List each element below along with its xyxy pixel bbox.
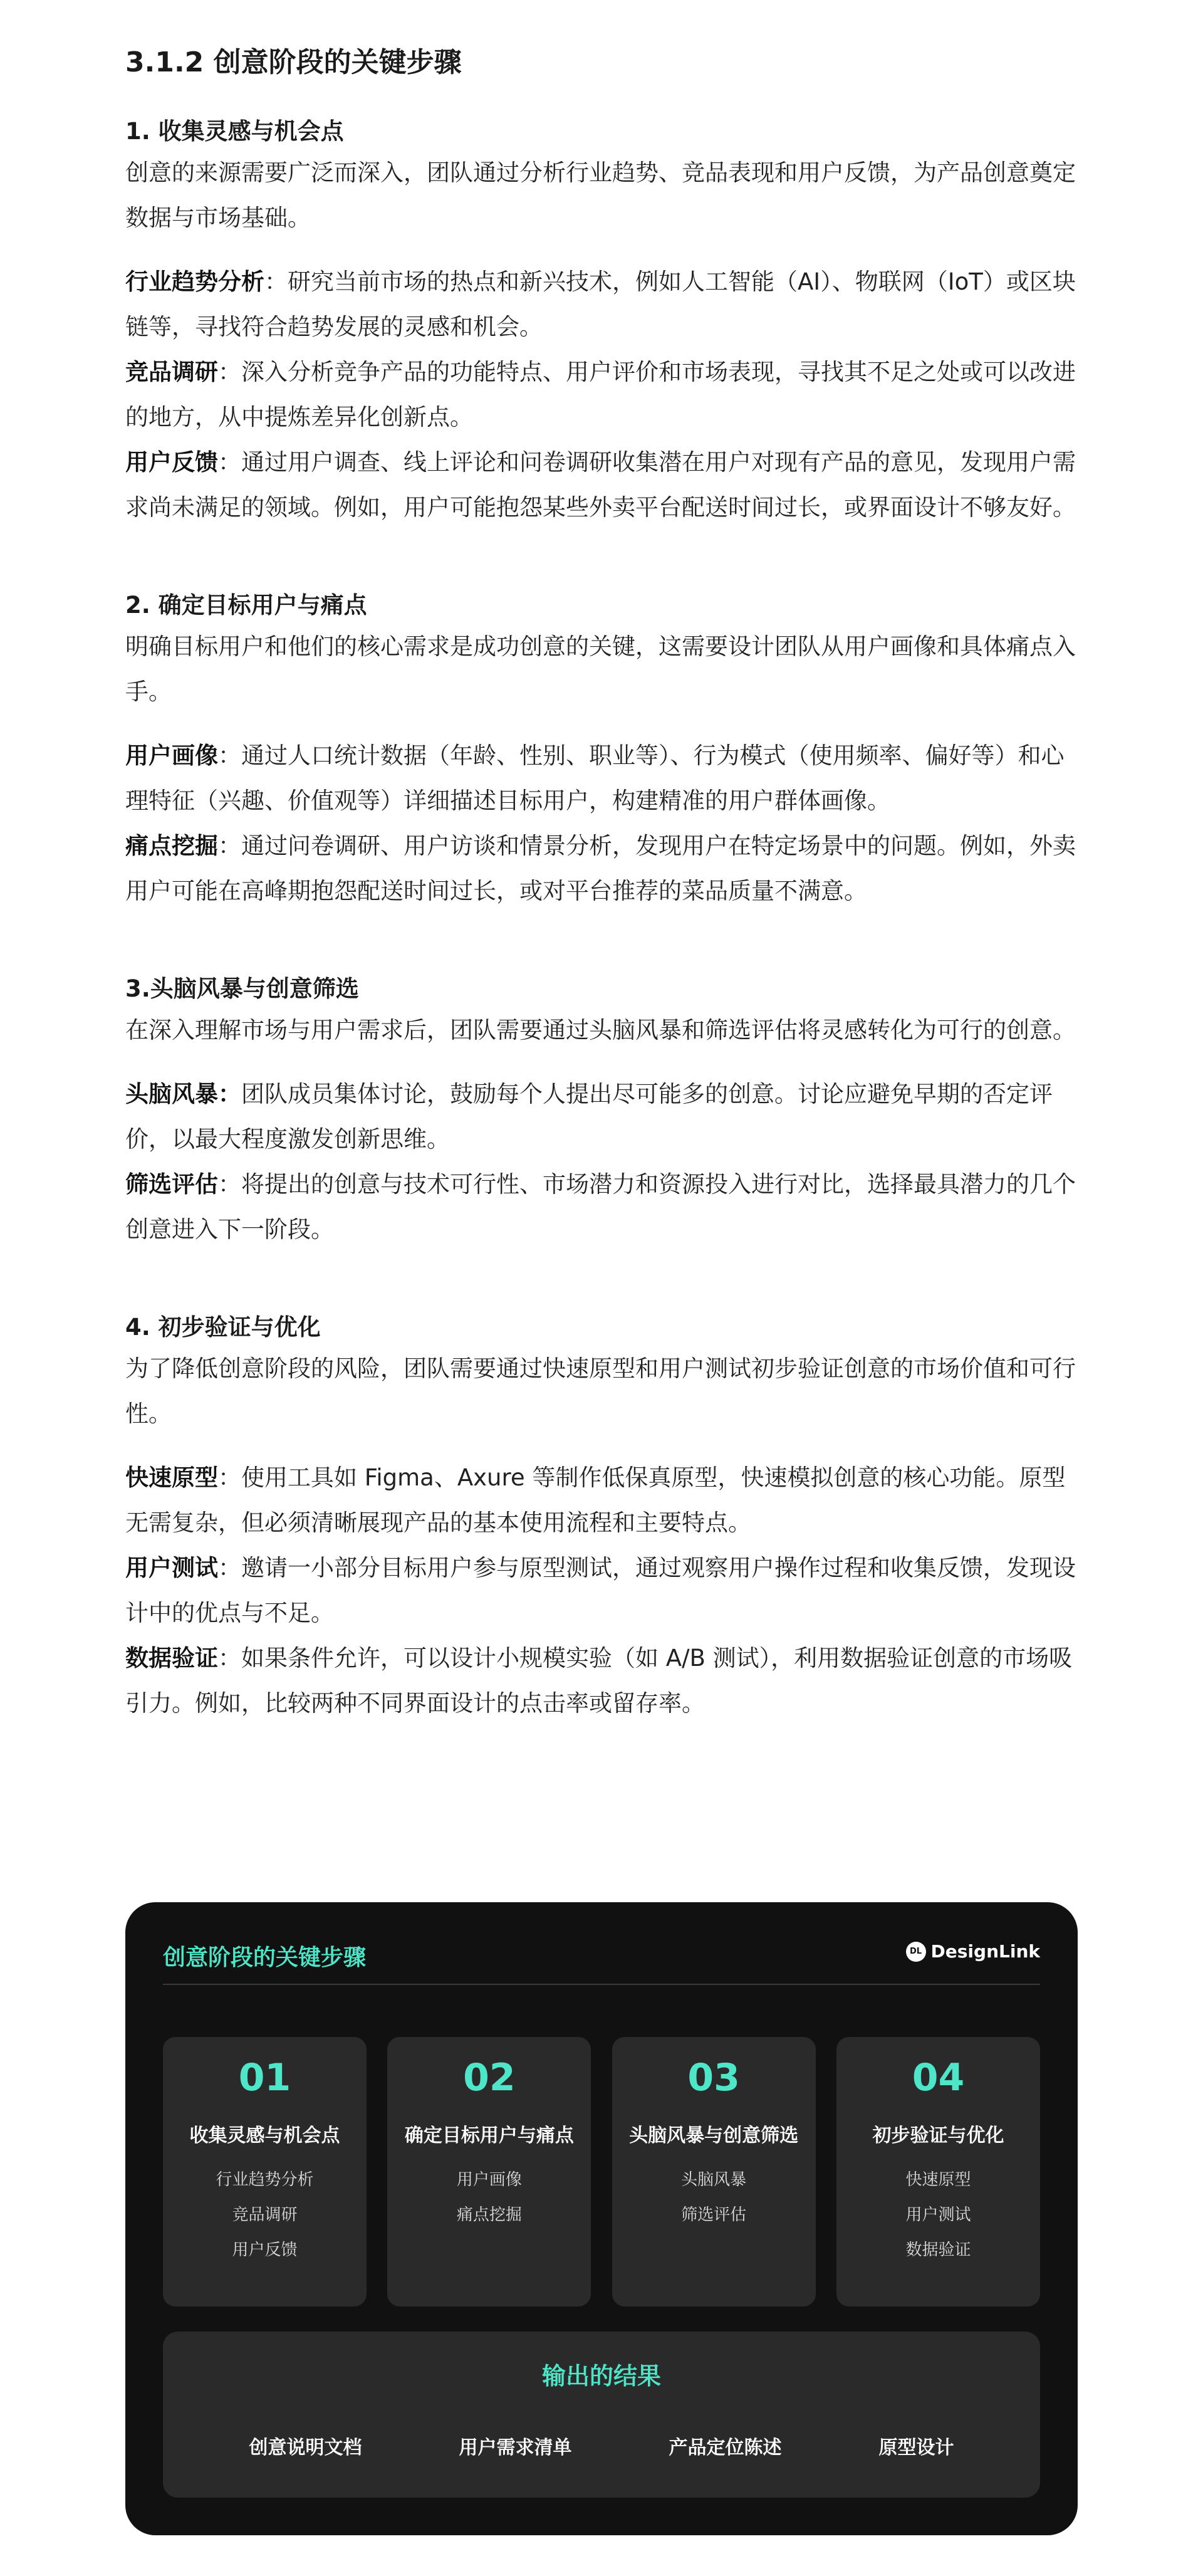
page-title: 3.1.2 创意阶段的关键步骤 (125, 46, 462, 78)
section-heading: 2. 确定目标用户与痛点 (125, 592, 367, 619)
point-rapid-prototype (125, 1455, 1078, 1546)
point-screening (125, 1162, 1078, 1252)
step-item: 用户测试 (905, 2206, 971, 2224)
step-items (612, 2162, 816, 2233)
point-text: ：如果条件允许，可以设计小规模实验（如 A/B 测试），利用数据验证创意的市场吸引力。例如，比较两种不同界面设计的点击率或留存率。 (125, 1645, 1073, 1717)
result-item: 创意说明文档 (249, 2437, 362, 2459)
card-header (163, 1927, 1040, 1985)
result-item: 用户需求清单 (459, 2437, 572, 2459)
section-heading: 3.头脑风暴与创意筛选 (125, 975, 359, 1002)
point-text: ：深入分析竞争产品的功能特点、用户评价和市场表现，寻找其不足之处或可以改进的地方，从中提炼差异化创新点。 (125, 359, 1076, 431)
step-number: 04 (912, 2056, 965, 2100)
point-term: 快速原型 (125, 1464, 218, 1491)
article (125, 38, 1078, 1783)
point-term: 头脑风暴： (125, 1081, 241, 1107)
point-text: ：通过问卷调研、用户访谈和情景分析，发现用户在特定场景中的问题。例如，外卖用户可能在高峰期抱怨配送时间过长，或对平台推荐的菜品质量不满意。 (125, 832, 1076, 904)
point-data-validation (125, 1636, 1078, 1726)
section-target-users (125, 587, 1078, 914)
point-term: 用户反馈 (125, 449, 218, 476)
step-items (836, 2162, 1040, 2268)
point-term: 筛选评估 (125, 1171, 218, 1198)
step-item: 用户反馈 (232, 2241, 298, 2259)
brand-name: DesignLink (930, 1941, 1040, 1962)
step-title: 头脑风暴与创意筛选 (629, 2125, 799, 2147)
step-title: 确定目标用户与痛点 (404, 2125, 574, 2147)
point-user-persona (125, 733, 1078, 824)
results-list (200, 2432, 1002, 2459)
section-intro: 为了降低创意阶段的风险，团队需要通过快速原型和用户测试初步验证创意的市场价值和可行性。 (125, 1355, 1076, 1427)
brand-mark-icon: DL (906, 1942, 926, 1962)
summary-card (125, 1902, 1078, 2535)
section-intro: 明确目标用户和他们的核心需求是成功创意的关键，这需要设计团队从用户画像和具体痛点入手。 (125, 633, 1076, 705)
section-collect-inspiration (125, 113, 1078, 530)
result-item: 原型设计 (878, 2437, 954, 2459)
step-item: 竞品调研 (232, 2206, 298, 2224)
step-item: 痛点挖掘 (456, 2206, 522, 2224)
point-term: 竞品调研 (125, 359, 218, 385)
point-text: ：研究当前市场的热点和新兴技术，例如人工智能（AI）、物联网（IoT）或区块链等，寻找符合趋势发展的灵感和机会。 (125, 268, 1076, 340)
step-card-03 (612, 2037, 816, 2306)
step-item: 数据验证 (905, 2241, 971, 2259)
result-item: 产品定位陈述 (669, 2437, 782, 2459)
step-items (163, 2162, 367, 2268)
step-item: 筛选评估 (681, 2206, 747, 2224)
step-items (387, 2162, 591, 2233)
steps-row (163, 2037, 1040, 2306)
point-text: ：通过人口统计数据（年龄、性别、职业等）、行为模式（使用频率、偏好等）和心理特征（兴趣、价值观等）详细描述目标用户，构建精准的用户群体画像。 (125, 742, 1065, 814)
step-number: 01 (238, 2056, 291, 2100)
section-brainstorming (125, 970, 1078, 1252)
point-user-feedback (125, 440, 1078, 530)
step-item: 行业趋势分析 (216, 2170, 314, 2189)
point-term: 行业趋势分析 (125, 268, 264, 295)
step-card-04 (836, 2037, 1040, 2306)
step-number: 02 (463, 2056, 516, 2100)
point-text: 团队成员集体讨论，鼓励每个人提出尽可能多的创意。讨论应避免早期的否定评价，以最大程度激发创新思维。 (125, 1081, 1053, 1153)
brand-logo (906, 1941, 1040, 1962)
point-brainstorm (125, 1072, 1078, 1162)
section-intro: 在深入理解市场与用户需求后，团队需要通过头脑风暴和筛选评估将灵感转化为可行的创意。 (125, 1017, 1076, 1044)
point-text: ：将提出的创意与技术可行性、市场潜力和资源投入进行对比，选择最具潜力的几个创意进入下一阶段。 (125, 1171, 1076, 1243)
point-term: 用户测试 (125, 1554, 218, 1581)
step-card-02 (387, 2037, 591, 2306)
point-text: ：使用工具如 Figma、Axure 等制作低保真原型，快速模拟创意的核心功能。原型无需复杂，但必须清晰展现产品的基本使用流程和主要特点。 (125, 1464, 1066, 1536)
point-term: 数据验证 (125, 1645, 218, 1672)
point-text: ：邀请一小部分目标用户参与原型测试，通过观察用户操作过程和收集反馈，发现设计中的优点与不足。 (125, 1554, 1076, 1626)
step-item: 快速原型 (905, 2170, 971, 2189)
card-title: 创意阶段的关键步骤 (163, 1945, 367, 1971)
point-text: ：通过用户调查、线上评论和问卷调研收集潜在用户对现有产品的意见，发现用户需求尚未满足的领域。例如，用户可能抱怨某些外卖平台配送时间过长，或界面设计不够友好。 (125, 449, 1076, 521)
step-item: 用户画像 (456, 2170, 522, 2189)
section-heading: 4. 初步验证与优化 (125, 1314, 321, 1341)
results-title: 输出的结果 (541, 2362, 661, 2390)
step-title: 收集灵感与机会点 (189, 2125, 340, 2147)
section-heading: 1. 收集灵感与机会点 (125, 118, 344, 145)
section-intro: 创意的来源需要广泛而深入，团队通过分析行业趋势、竞品表现和用户反馈，为产品创意奠定数据与市场基础。 (125, 159, 1076, 231)
point-competitor-research (125, 350, 1078, 440)
point-pain-points (125, 824, 1078, 914)
results-panel (163, 2332, 1040, 2498)
section-validation (125, 1309, 1078, 1726)
step-card-01 (163, 2037, 367, 2306)
step-title: 初步验证与优化 (872, 2125, 1004, 2147)
point-user-testing (125, 1546, 1078, 1636)
point-industry-trend (125, 259, 1078, 350)
point-term: 痛点挖掘 (125, 832, 218, 859)
step-item: 头脑风暴 (681, 2170, 747, 2189)
step-number: 03 (687, 2056, 740, 2100)
point-term: 用户画像 (125, 742, 218, 769)
